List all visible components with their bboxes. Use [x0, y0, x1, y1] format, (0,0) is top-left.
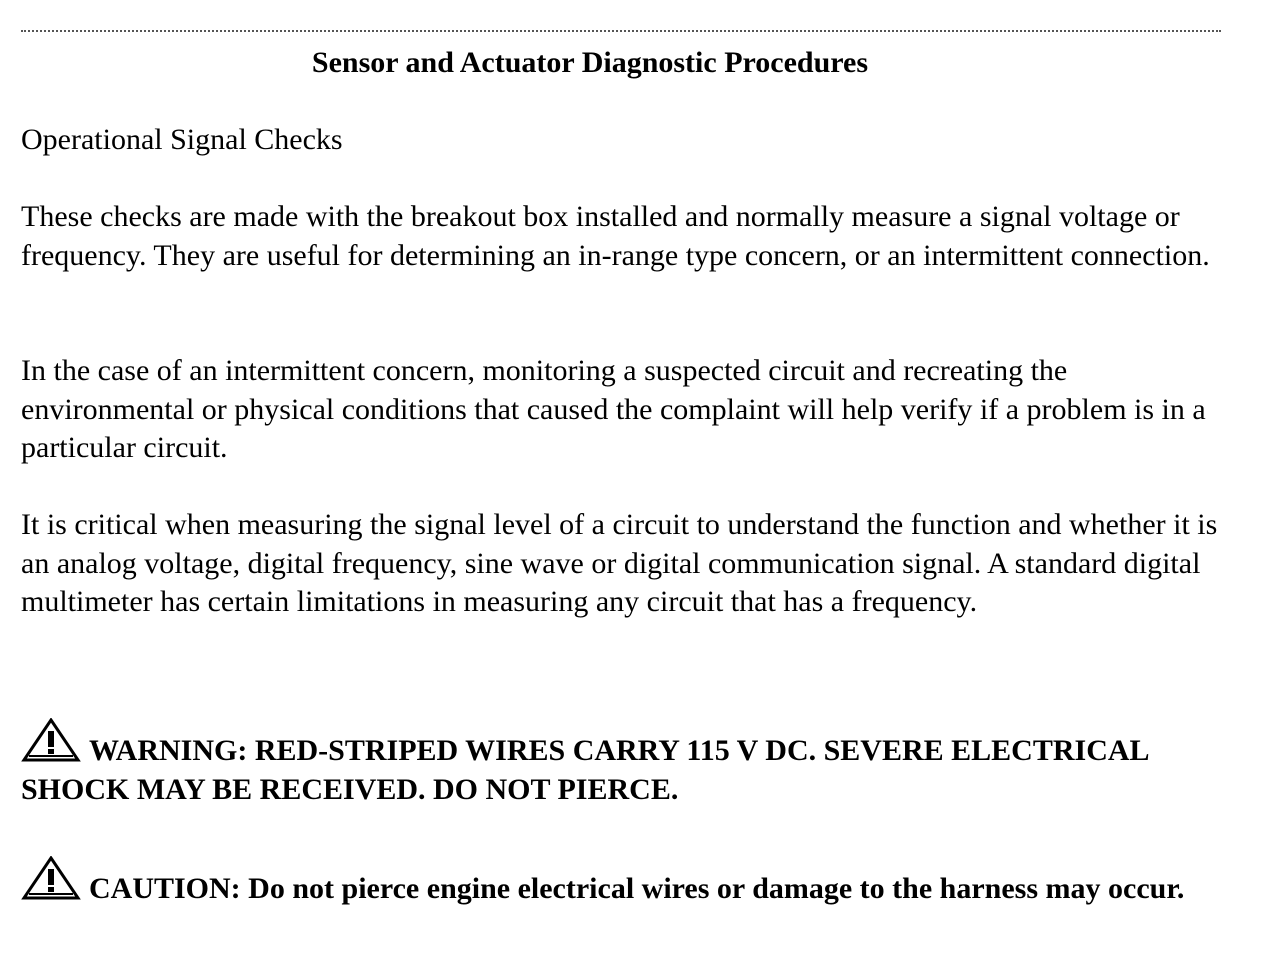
paragraph-signal-checks: These checks are made with the breakout box installed and normally measure a signal voltage or frequency. They are useful for determining an in-range type concern, or an intermittent connection. [21, 200, 1210, 272]
warning-triangle-icon [21, 856, 81, 902]
warning-text: WARNING: RED-STRIPED WIRES CARRY 115 V DC. SEVERE ELECTRICAL SHOCK MAY BE RECEIVED. DO NOT PIERCE. [21, 734, 1148, 806]
top-divider [21, 30, 1221, 32]
warning-notice [21, 718, 1236, 809]
caution-text: CAUTION: Do not pierce engine electrical wires or damage to the harness may occur. [89, 872, 1185, 905]
warning-triangle-icon [21, 718, 81, 764]
paragraph-intermittent-concern: In the case of an intermittent concern, monitoring a suspected circuit and recreating the environmental or physical conditions that caused the complaint will help verify if a problem is in a particular circuit. [21, 354, 1206, 464]
section-subheading: Operational Signal Checks [21, 123, 343, 156]
caution-notice [21, 856, 1236, 908]
paragraph-signal-level: It is critical when measuring the signal level of a circuit to understand the function and whether it is an analog voltage, digital frequency, sine wave or digital communication signal. A standard digital multimeter has certain limitations in measuring any circuit that has a frequency. [21, 508, 1218, 618]
page-title: Sensor and Actuator Diagnostic Procedures [311, 46, 869, 79]
